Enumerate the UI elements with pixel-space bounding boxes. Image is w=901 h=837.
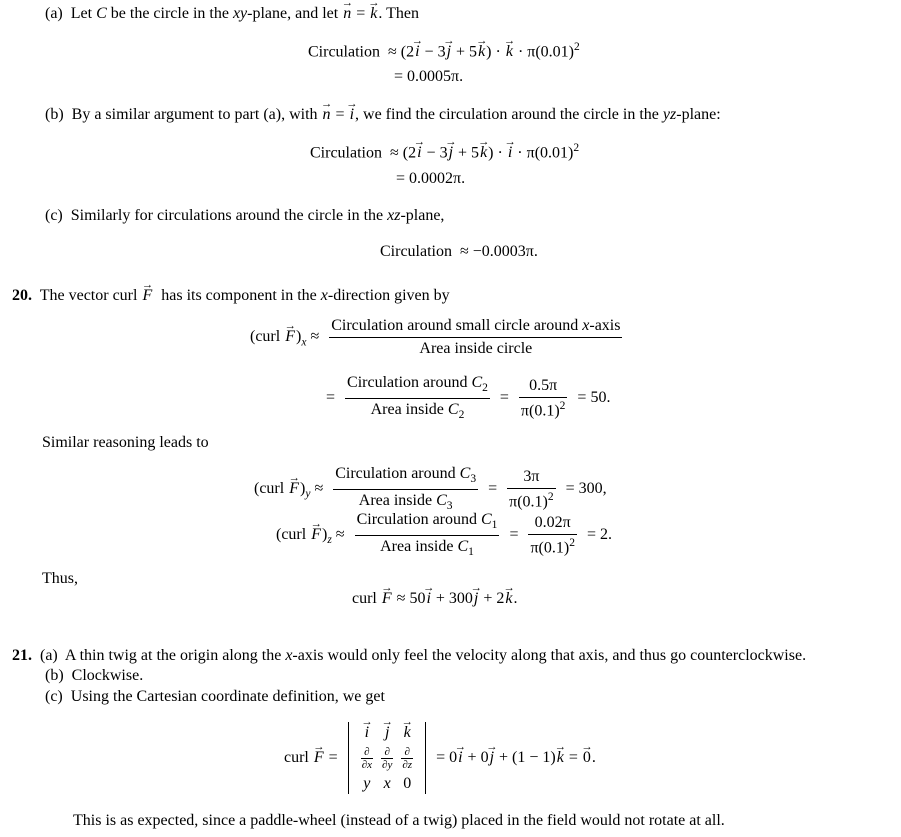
- p19a-line: (a) Let C be the circle in the xy-plane, and let n → = k →. Then: [45, 6, 419, 22]
- p20-eq4: (curl $F \to)_z$ ≈ $\frac{Circulation around C_1}{Area inside C_1}$ = $\frac{0.02\pi}{\pi(0.1)^2}$ = 2.: [276, 512, 612, 558]
- determinant: i → j → k → ∂ ∂x ∂ ∂y ∂ ∂z y x 0: [348, 722, 426, 794]
- p20-similar: Similar reasoning leads to: [42, 434, 209, 451]
- p21-closing: This is as expected, since a paddle-wheel (instead of a twig) placed in the field would not rotate at all.: [73, 812, 725, 829]
- p20-eq1: (curl $F \to)_x$ ≈ $\frac{\text{Circulation around small circle around x-axis}}{\text{Area inside circle}}$: [250, 318, 628, 357]
- p20-intro: 20. The vector curl F → has its component in the x-direction given by: [12, 288, 450, 304]
- p21-determinant-equation: curl F → = i → j → k → ∂ ∂x ∂ ∂y ∂ ∂z y x 0 = 0i → + 0j → + (1 − 1)k → = 0 →.: [284, 722, 596, 794]
- p19b-line: (b) By a similar argument to part (a), with n → = i →, we find the circulation around the circle in the yz-plane:: [45, 107, 721, 123]
- p20-final: curl F → ≈ 50i → + 300j → + 2k →.: [352, 591, 518, 607]
- p19b-result: = 0.0002π.: [396, 170, 466, 187]
- p19c-line: (c) Similarly for circulations around the circle in the xz-plane,: [45, 207, 445, 224]
- fraction: $\frac{Circulation around C_1}{Area inside C_1}$: [356, 511, 498, 558]
- p19c-equation: Circulation ≈ −0.0003π.: [380, 243, 538, 260]
- p20-thus: Thus,: [42, 570, 78, 587]
- p20-eq3: (curl $F \to)_y$ ≈ $\frac{Circulation around C_3}{Area inside C_3}$ = $\frac{3\pi}{\pi(0.1)^2}$ = 300,: [254, 466, 607, 512]
- fraction: $\frac{0.02\pi}{\pi(0.1)^2}$: [530, 513, 575, 556]
- fraction: $\frac{0.5\pi}{\pi(0.1)^2}$: [520, 376, 566, 419]
- p21b-line: (b) Clockwise.: [45, 667, 144, 684]
- p20-eq2: = $\frac{Circulation around C_2}{Area inside C_2}$ = $\frac{0.5\pi}{\pi(0.1)^2}$ = 50.: [326, 374, 611, 421]
- fraction: $\frac{Circulation around C_2}{Area inside C_2}$: [347, 374, 488, 421]
- p19a-equation: Circulation ≈ (2i → − 3j → + 5k →) · k → · $\pi(0.01)^2$: [308, 42, 580, 60]
- fraction: $\frac{Circulation around C_3}{Area inside C_3}$: [335, 465, 477, 512]
- fraction: $\frac{\text{Circulation around small circle around x-axis}}{\text{Area inside circle}}$: [331, 317, 621, 357]
- p19a-result: = 0.0005π.: [394, 68, 464, 85]
- p21c-line: (c) Using the Cartesian coordinate definition, we get: [45, 688, 385, 705]
- p19b-equation: Circulation ≈ (2i → − 3j → + 5k →) · i → · $\pi(0.01)^2$: [310, 143, 579, 161]
- fraction: $\frac{3\pi}{\pi(0.1)^2}$: [509, 467, 554, 510]
- p21a-line: 21. (a) A thin twig at the origin along the x-axis would only feel the velocity along that axis, and thus go counterclockwise.: [12, 647, 807, 664]
